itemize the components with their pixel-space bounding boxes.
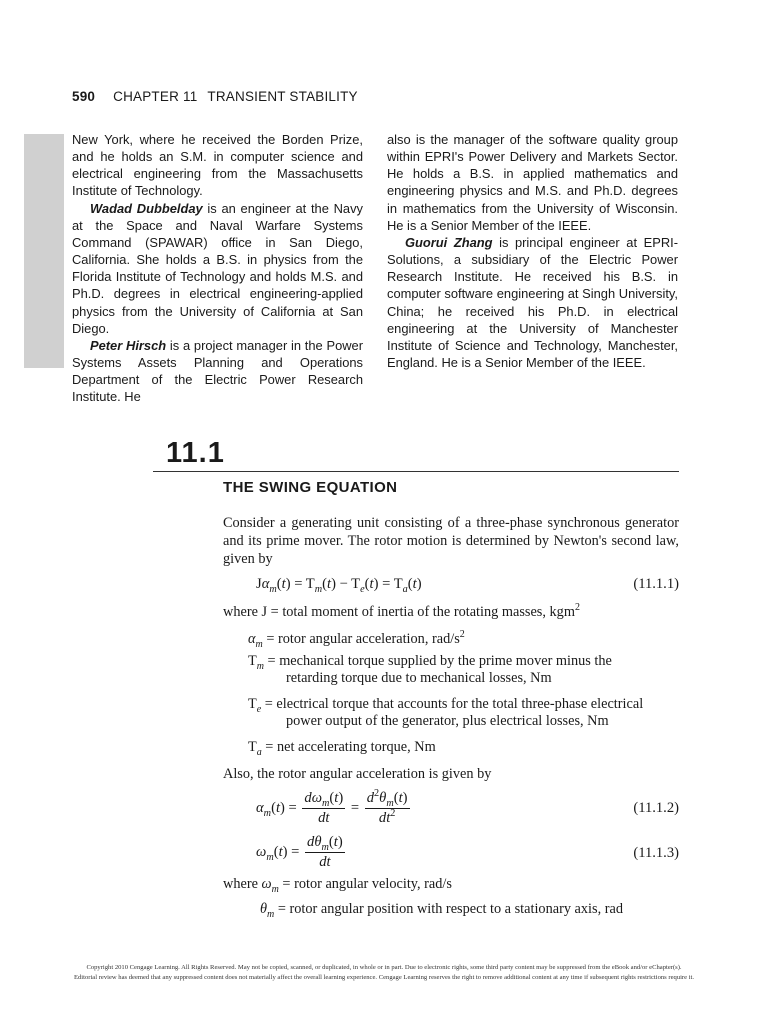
equation-number: (11.1.3) [633, 845, 679, 861]
definition-row: $T_e$ = electrical torque that accounts for the total three-phase electrical [248, 696, 644, 715]
bio-paragraph: New York, where he received the Borden Prize, and he holds an S.M. in computer science and electrical engineering from the Massachusetts Institute of Technology. [72, 132, 363, 199]
copyright-footer [40, 963, 728, 983]
definition-symbol: $T_e$ [248, 696, 262, 715]
definition-row: where $\omega_m$ = rotor angular velocity, rad/s [223, 876, 452, 895]
definition-continuation: power output of the generator, plus electrical losses, Nm [286, 713, 609, 729]
bio-paragraph: also is the manager of the software quality group within EPRI's Power Delivery and Markets Sector. He holds a B.S. in applied mathematics and engineering physics and M.S. and Ph.D. degrees in mathematics from the University of Wisconsin. He is a Senior Member of the IEEE. [387, 132, 678, 233]
running-head [72, 89, 358, 104]
definition-row: where J = total moment of inertia of the rotating masses, kgm$^2$ [223, 602, 580, 620]
definition-symbol: $T_m$ [248, 653, 264, 672]
definition-row: $\theta_m$ = rotor angular position with respect to a stationary axis, rad [260, 901, 623, 920]
bio-paragraph: Guorui Zhang is principal engineer at EPRI-Solutions, a subsidiary of the Electric Power Research Institute. He received his B.S. in computer software engineering at Singh University, China; he received his Ph.D. in electrical engineering at the University of Manchester Institute of Science and Technology, Manchester, England. He is a Senior Member of the IEEE. [387, 234, 678, 371]
fraction: $\frac{d\omega_m(t)}{dt}$ [304, 790, 344, 826]
definition-symbol: $T_a$ [248, 739, 262, 758]
bio-paragraph: Peter Hirsch is a project manager in the Power Systems Assets Planning and Operations Department of the Electric Power Research Institute. He [72, 337, 364, 405]
bio-paragraph: Wadad Dubbelday is an engineer at the Navy at the Space and Naval Warfare Systems Command (SPAWAR) office in San Diego, California. She holds a B.S. in physics from the Florida Institute of Technology and holds M.S. and Ph.D. degrees in electrical engineering-applied physics from the University of California at San Diego. [72, 200, 363, 336]
fraction: $\frac{d\theta_m(t)}{dt}$ [307, 834, 343, 870]
definition-row: $T_a$ = net accelerating torque, Nm [248, 739, 436, 758]
bio-name: Guorui Zhang [405, 234, 493, 250]
equation-number: (11.1.2) [633, 800, 679, 816]
equation-11-1-2: $\alpha_m(t)$ = $\frac{d\omega_m(t)}{dt}$ = $\frac{d^2\theta_m(t)}{dt^2}$ [256, 788, 408, 826]
chapter-label: CHAPTER 11 [113, 89, 198, 104]
also-text: Also, the rotor angular acceleration is given by [223, 766, 492, 782]
definition-symbol: $\theta_m$ [260, 901, 275, 920]
bio-name: Wadad Dubbelday [90, 200, 203, 216]
bio-column-right [387, 131, 678, 371]
bio-column-left [72, 131, 363, 406]
definition-row: $T_m$ = mechanical torque supplied by the prime mover minus the [248, 653, 612, 672]
footer-line: Editorial review has deemed that any suppressed content does not materially affect the overall learning experience. Cengage Learning reserves the right to remove additional content at any time if subsequent rights restrictions require it. [73, 974, 695, 981]
section-rule [153, 471, 679, 472]
equation-11-1-1: $J\alpha_m(t) = T_m(t) - T_e(t) = T_a(t)$ [256, 576, 422, 595]
definition-row: $\alpha_m$ = rotor angular acceleration, rad/$s^2$ [248, 629, 465, 650]
definition-symbol: J [261, 604, 268, 620]
definition-symbol: $\omega_m$ [261, 876, 279, 895]
equation-number: (11.1.1) [633, 576, 679, 592]
definition-symbol: $\alpha_m$ [248, 631, 263, 650]
equation-11-1-3: $\omega_m(t)$ = $\frac{d\theta_m(t)}{dt}$ [256, 834, 343, 870]
section-number: 11.1 [166, 437, 225, 469]
fraction: $\frac{d^2\theta_m(t)}{dt^2}$ [366, 788, 408, 826]
page-number: 590 [72, 89, 96, 104]
bio-name: Peter Hirsch [90, 337, 167, 353]
definition-continuation: retarding torque due to mechanical losses, Nm [286, 670, 552, 686]
intro-paragraph: Consider a generating unit consisting of a three-phase synchronous generator and its prime mover. The rotor motion is determined by Newton's second law, given by [223, 515, 679, 567]
margin-tab-bar [24, 134, 64, 368]
section-title: THE SWING EQUATION [223, 479, 398, 496]
footer-line: Copyright 2010 Cengage Learning. All Rights Reserved. May not be copied, scanned, or duplicated, in whole or in part. Due to electronic rights, some third party content may be suppressed from the eBook and/or eChapter(s). [86, 964, 682, 971]
chapter-title: TRANSIENT STABILITY [207, 89, 358, 104]
